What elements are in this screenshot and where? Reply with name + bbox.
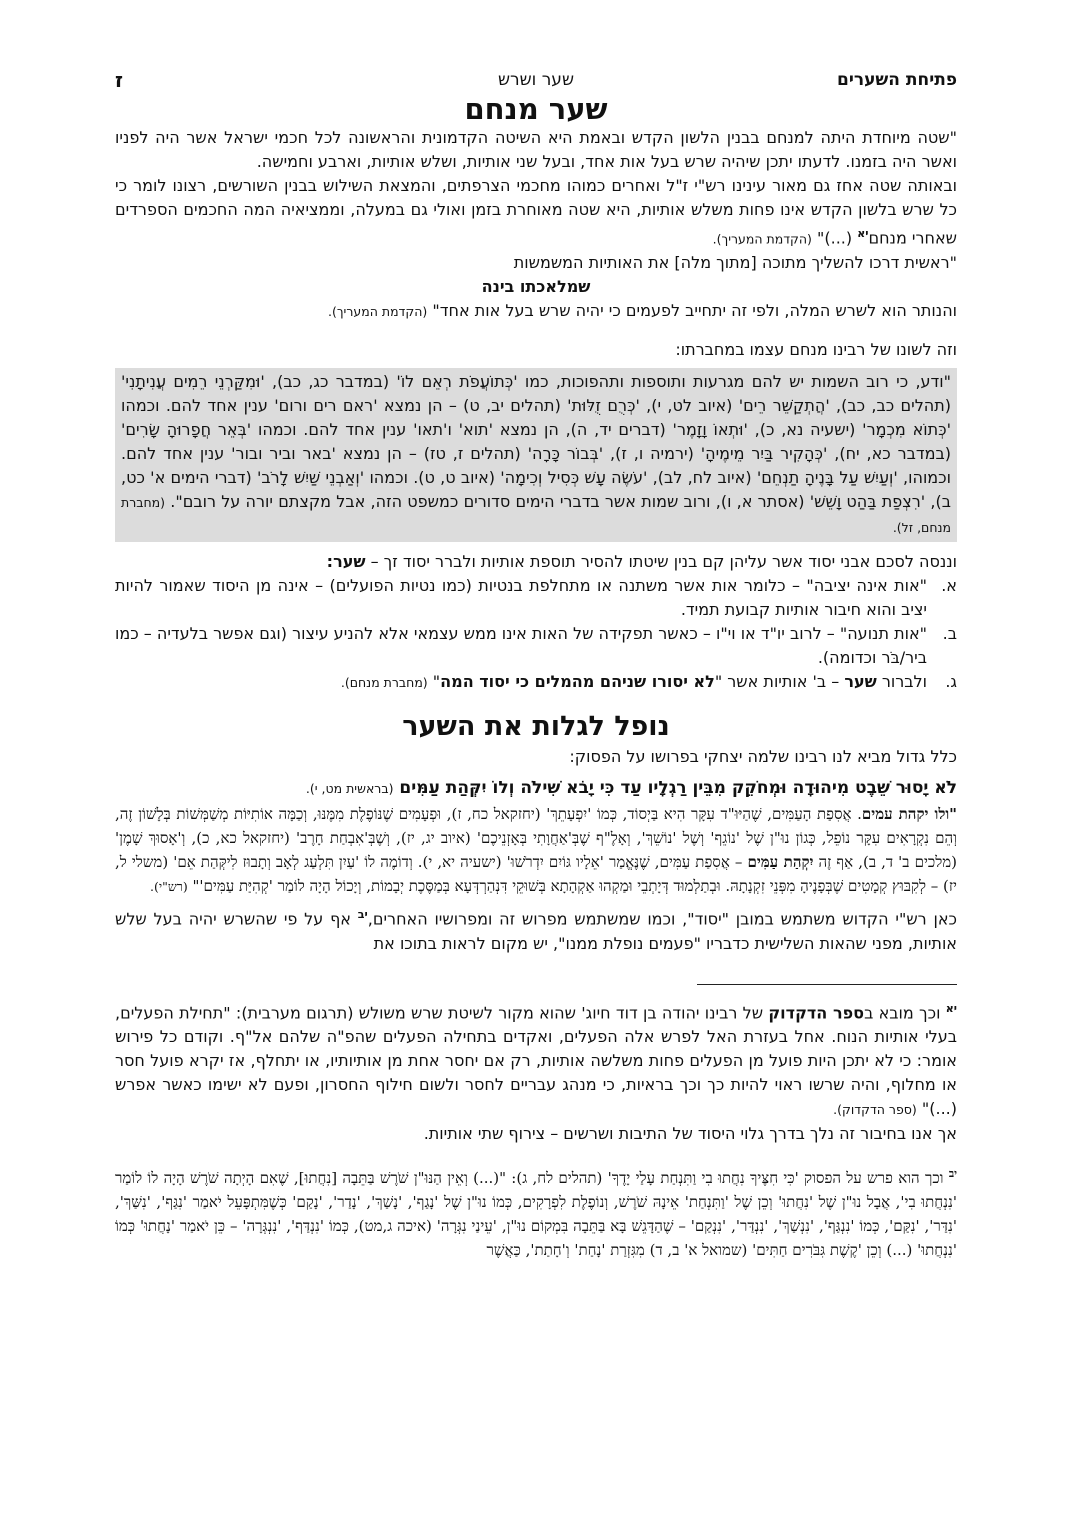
quote-source: (מחברת מנחם, זל). bbox=[121, 495, 951, 536]
intro-paragraph-5: וזה לשונו של רבינו מנחם עצמו במחברתו: bbox=[675, 340, 957, 360]
intro-paragraph-2: ובאותה שטה אחז גם מאור עינינו רש"י ז"ל ואחרים כמוהו מחכמי הצרפתים, והמצאת השילוש בבנין השורשים, רצונו לומר כי כל שרש בלשון הקדש אינו פחות משלש אותיות, היא שטה מאוחרת בזמן ואולי גם במעלה, וממציאיה המה החכמים הספרדים שאחרי מנחם$^{יא}$ (...)" (הקדמת המעריך). bbox=[115, 176, 957, 248]
page-number: ז bbox=[115, 68, 124, 92]
intro-paragraph-3: "ראשית דרכו להשליך מתוכה [מתוך מלה] את האותיות המשמשות bbox=[513, 253, 957, 273]
summary-list bbox=[115, 574, 957, 695]
running-title: פתיחת השערים bbox=[837, 70, 957, 90]
source-citation: (הקדמת המעריך). bbox=[712, 231, 812, 247]
intro-paragraph-1: "שטה מיוחדת היתה למנחם בבנין הלשון הקדש ובאמת היא השיטה הקדמונית והראשונה לכל חכמי ישראל אשר היה לפניו ואשר היה בזמנו. לדעתו יתכן שיהיה שרש בעל אות אחד, ובעל שני אותיות, ושלש אותיות, וארבע וחמישה. bbox=[115, 128, 957, 171]
section-title: שער ושרש bbox=[497, 70, 574, 90]
footnote-separator bbox=[697, 984, 957, 985]
chapter-title: שער מנחם bbox=[464, 92, 608, 126]
verse-source: (בראשית מט, י). bbox=[305, 781, 394, 797]
footnote-11: $^{יא}$ וכך מובא בספר הדקדוק של רבינו יהודה בן דוד חיוג' שהוא מקור לשיטת שרש משולש (תרגום מערבית): "תחילת הפעלים, בעלי אותיות הנוח. אחל בעזרת האל לפרש אלה הפעלים, ואקדים בתחילה הפעלים שהפ"ה שלהם אל"ף. וקודם כל פירוש אומר: כי לא יתכן היות פועל מן הפעלים פחות משלשה אותיות, רק אם יחסר אחת מן אותיותיו, או יתחלף, אז יקרא פועל חסר או מחלוף, והיה שרשו ראוי להיות כך וכך בראיות, כי מנהג עבריים לחסר ולשום חילוף החסרון, ופעם לא ישימו כאשר אפרש (...)" (ספר הדקדוק). אך אנו בחיבור זה נלך בדרך גלוי היסוד של התיבות ושרשים – צירוף שתי אותיות. bbox=[115, 997, 957, 1146]
section2-paragraph: כאן רש"י הקדוש משתמש במובן "יסוד", וכמו שמשתמש מפרוש זה ומפרושיו האחרים,$^{יב}$ אף על פי שהשרש יהיה בעל שלש אותיות, מפני שהאות השלישית כדבריו "פעמים נופלת ממנו", יש מקום לראות בתוכו את bbox=[115, 908, 958, 953]
rashi-commentary: "ולו יקהת עמים. אֲסִפַת הָעַמִּים, שֶׁהַיּוּ"ד עִקָּר הִיא בַּיְסוֹד, כְּמוֹ 'יִפְעָתֵךְ' (יחזקאל כח, ז), וּפְעָמִים שֶׁנּוֹפֶלֶת מִמֶּנּוּ, וְכַמָּה אוֹתִיּוֹת מְשַׁמְּשׁוֹת בְּלָשׁוֹן זֶה, וְהֵם נִקְרָאִים עִקָּר נוֹפֵל, כְּגוֹן נוּ"ן שֶׁל 'נוֹגֵף' וְשֶׁל 'נוֹשֵׁךְ', וְאָלֶ"ף שֶׁבְּ'אַחֲוָתִי בְּאָזְנֵיכֶם' (איוב יג, יז), וְשֶׁבְּ'אִבְחַת חָרֶב' (יחזקאל כא, כ), וְ'אָסוּךְ שָׁמֶן' (מלכים ב' ד, ב), אַף זֶה יִקְהַת עַמִּים – אֲסִפַת עַמִּים, שֶׁנֶּאֱמַר 'אֵלָיו גּוֹיִם יִדְרֹשׁוּ' (ישעיה יא, י). וְדוֹמֶה לוֹ 'עַיִן תִּלְעַג לְאָב וְתָבוּז לִיקְּהַת אֵם' (משלי ל, יז) – לְקִבּוּץ קְמָטִים שֶׁבְּפָנֶיהָ מִפְּנֵי זִקְנָתָהּ. וּבְתַלְמוּד דְּיָתְבֵי וּמַקְהוּ אַקְהָתָא בְּשׁוּקֵי דִּנְהַרְדְּעָא בְּמַסֶּכֶת יְבָמוֹת, וְיָכוֹל הָיָה לוֹמַר 'קְהִיַּת עַמִּים'" (רש"י). bbox=[115, 805, 957, 896]
footnote-ref-11[interactable]: יא bbox=[857, 227, 869, 240]
verse: לֹא יָסוּר שֵׁבֶט מִיהוּדָה וּמְחֹקֵק מִבֵּין רַגְלָיו עַד כִּי יָבֹא שִׁילֹה וְלוֹ יִקְּהַת עַמִּים (בראשית מט, י). bbox=[305, 778, 957, 799]
intro-paragraph-4: והנותר הוא לשרש המלה, ולפי זה יתחייב לפעמים כי יהיה שרש בעל אות אחד" (הקדמת המעריך). bbox=[327, 301, 957, 321]
section2-title: נופל לגלות את השער bbox=[402, 711, 670, 743]
section2-intro: כלל גדול מביא לנו רבינו שלמה יצחקי בפרושו על הפסוק: bbox=[569, 747, 957, 767]
page-header bbox=[115, 70, 957, 96]
list-item: ג. ולברור שער – ב' אותיות אשר "לא יסורו שניהם מהמלים כי יסוד המה" (מחברת מנחם). bbox=[340, 672, 957, 692]
list-item: א. "אות אינה יציבה" – כלומר אות אשר משתנה או מתחלפת בנטיות (כמו נטיות הפועלים) – אינה מן היסוד שאמור להיות יציב והוא חיבור אותיות קבועת תמיד. bbox=[115, 576, 957, 620]
footnote-11-conclusion: אך אנו בחיבור זה נלך בדרך גלוי היסוד של התיבות ושרשים – צירוף שתי אותיות. bbox=[423, 1123, 957, 1143]
footnote-ref-12[interactable]: יב bbox=[357, 908, 368, 922]
summary-lead: וננסה לסכם אבני יסוד אשר עליהן קם בנין שיטתו להסיר תוספת אותיות ולברר יסוד זך – שער: bbox=[326, 552, 957, 572]
list-item: ב. "אות תנועה" – לרוב יו"ד או וי"ו – כאשר תפקידה של האות אינו ממש עצמאי אלא להניע עיצור (וגם אפשר בלעדיה – כמו ביר/בֹּר וכדומה). bbox=[115, 624, 957, 668]
menachem-quote-block bbox=[115, 368, 957, 542]
source-citation: (הקדמת המעריך). bbox=[327, 304, 428, 320]
footnote-12: $^{יב}$ וכך הוא פרש על הפסוק 'כִּי חִצֶּיךָ נִחֲתוּ בִי וַתִּנְחַת עָלַי יָדֶךָ' (תהלים לח, ג): "(...) וְאֵין הַנּוּ"ן שֹׁרֶשׁ בַּתֵּבָה [נִחֲתוּ], שֶׁאִם הָיְתָה שֹׁרֶשׁ הָיָה לוֹ לוֹמַר 'נִנְחֲתוּ בִי', אֲבָל נוּ"ן שֶׁל 'נִחֲתוּ' וְכֵן שֶׁל 'וַתִּנְחַת' אֵינָהּ שֹׁרֶשׁ, וְנוֹפֶלֶת לִפְרָקִים, כְּמוֹ נוּ"ן שֶׁל 'נָגַף', 'נָשַׁךְ', 'נָדַר', 'נָקַם' כְּשֶׁמִּתְפָּעֵל יֹאמַר 'נִגַּף', 'נִשַּׁךְ', 'נִדַּר', 'נִקַּם', כְּמוֹ 'נִנְגַּף', 'נִנְשַׁךְ', 'נִנְדַּר', 'נִנְקַם' – שֶׁהַדָּגֵשׁ בָּא בַּתֵּבָה בִּמְקוֹם נוּ"ן, 'עֵינַי נִגְּרָה' (איכה ג,מט), כְּמוֹ 'נִנְדַּף', 'נִנְגְּרָה' – כֵּן יֹאמַר 'נָחֲתוּ' כְּמוֹ 'נִנְחֲתוּ' (...) וְכֵן 'קֶשֶׁת גִּבֹּרִים חַתִּים' (שמואל א' ב, ד) מִגִּזְרַת 'נָחַת' וְ'חָתַת', כַּאֲשֶׁר bbox=[115, 1166, 957, 1259]
intro-emphasis: שמלאכתו בינה bbox=[481, 277, 591, 297]
quote-text: "ודע, כי רוב השמות יש להם מגרעות ותוספות ותהפוכות, כמו 'כְּתוֹעֲפֹת רְאֵם לוֹ' (במדבר כג, כב), 'וּמִקַּרְנֵי רֵמִים עֲנִיתָנִי' (תהלים כב, כב), 'הֲתְקַשֵּׁר רֵים' (איוב לט, י), 'כְּרֻם זֻלּוּת' (תהלים יב, ט) – הן נמצא 'ראם רים ורום' ענין אחד להם. וכמהו 'כְּתוֹא מִכְמָר' (ישעיה נא, כ), 'וּתְאוֹ וָזָמֶר' (דברים יד, ה), הן נמצא 'תוא' ו'תאו' ענין אחד להם. וכמהו 'בְּאֵר חֲפָרוּהָ שָׂרִים' (במדבר כא, יח), 'כְּהָקִיר בַּיִר מֵימֶיהָ' (ירמיה ו, ז), 'בְּבוֹר כָּרָה' (תהלים ז, טז) – הן נמצא 'באר וביר ובור' ענין אחד להם. וכמוהו, 'וְעַיִשׁ עַל בָּנֶיהָ תַנְחֵם' (איוב לח, לב), 'עֹשֶׂה עָשׁ כְּסִיל וְכִימָה' (איוב ט, ט). וכמהו 'וְאַבְנֵי שַׁיִשׁ לָרֹב' (דברי הימים א' כט, ב), 'רִצְפַת בַּהַט וָשֵׁשׁ' (אסתר א, ו), ורוב שמות אשר בדברי הימים סדורים כמשפט הזה, אבל מקצתם יורה על רובם". bbox=[121, 372, 951, 512]
